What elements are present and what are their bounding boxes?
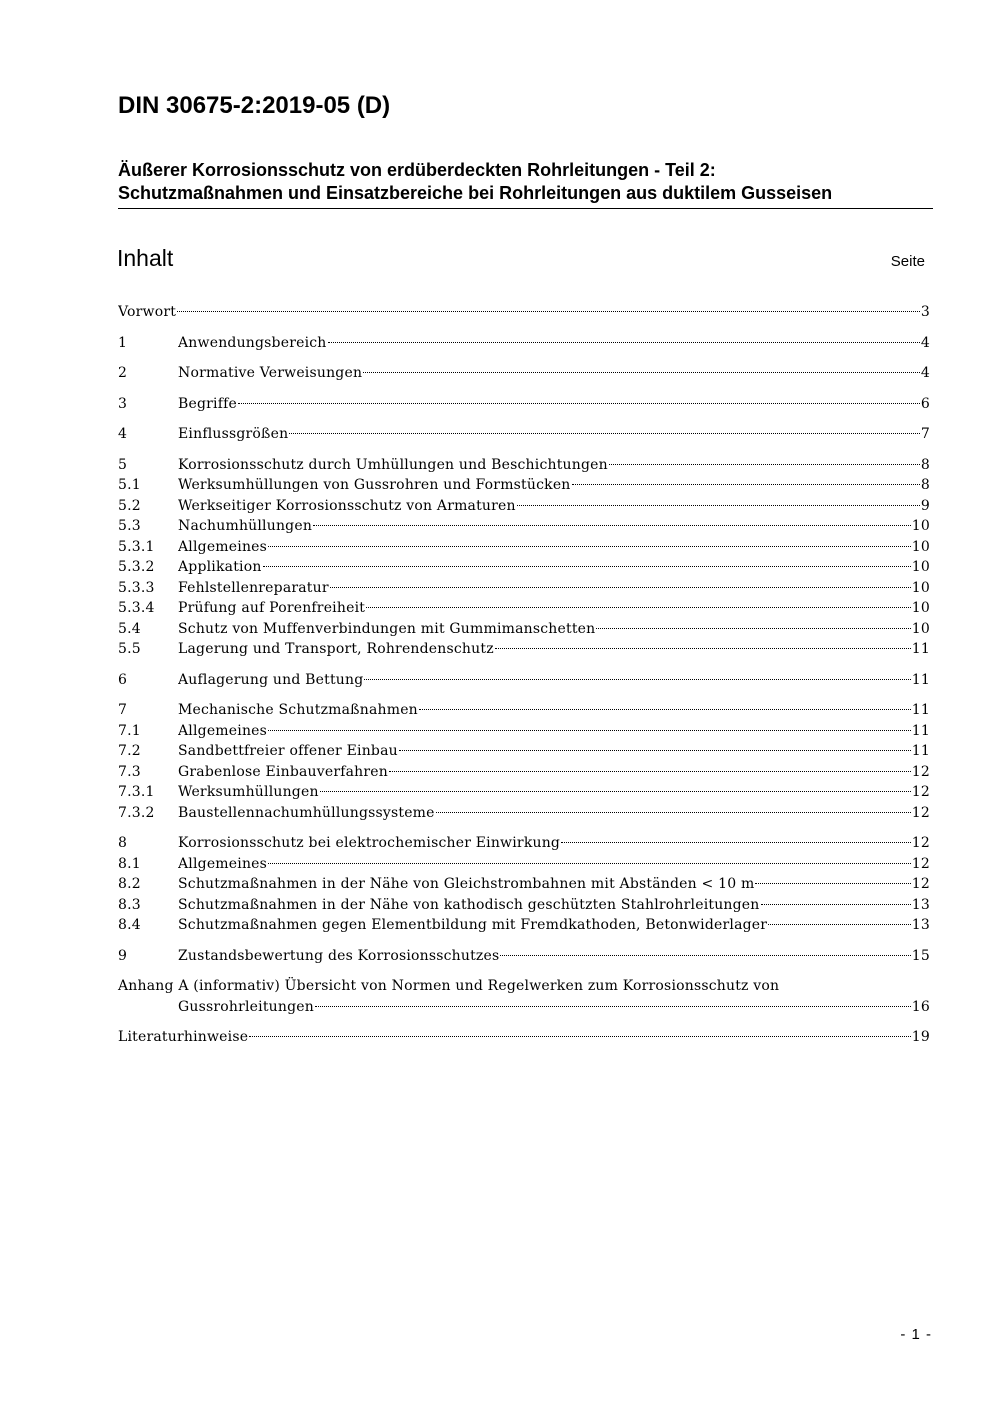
toc-entry-title: Literaturhinweise [118,1029,249,1045]
toc-dot-leader [238,403,920,404]
toc-entry-title: Prüfung auf Porenfreiheit [178,600,366,616]
toc-entry-number: 7.3 [118,763,141,780]
toc-entry-page: 12 [911,784,930,800]
toc-group [118,424,930,445]
toc-entry-title: Nachumhüllungen [178,518,313,534]
toc-dot-leader [609,464,920,465]
toc-entry[interactable] [118,803,930,824]
toc-entry-page: 10 [911,518,930,534]
toc-entry-title: Fehlstellenreparatur [178,579,329,596]
toc-dot-leader [572,484,920,485]
toc-entry[interactable] [118,741,930,762]
toc-group [118,394,930,415]
toc-dot-leader [755,883,910,884]
toc-entry-title: Lagerung und Transport, Rohrendenschutz [178,641,494,657]
toc-entry-page: 9 [920,497,930,514]
toc-group [118,670,930,691]
toc-entry-page: 3 [920,304,930,320]
toc-entry-number: 5 [118,456,128,473]
toc-dot-leader [596,628,910,629]
toc-entry-page: 12 [911,835,930,851]
toc-entry-number: 1 [118,334,128,351]
toc-entry-title: Schutz von Muffenverbindungen mit Gummimanschetten [178,620,596,637]
toc-entry-title: Allgemeines [178,855,268,872]
toc-entry-number: 3 [118,395,128,412]
toc-entry[interactable] [118,363,930,384]
toc-entry[interactable] [118,516,930,537]
toc-entry-page: 10 [911,579,930,596]
toc-entry-number: 8.2 [118,876,141,892]
toc-entry[interactable] [118,854,930,875]
toc-entry[interactable] [118,394,930,415]
toc-entry-number: 5.3.3 [118,579,155,596]
toc-entry-title: Normative Verweisungen [178,365,363,381]
toc-entry-number: 4 [118,426,128,442]
toc-entry-page: 11 [911,641,930,657]
toc-entry-page: 6 [920,395,930,412]
toc-entry-title: Allgemeines [178,538,268,555]
toc-entry-number: 5.4 [118,620,141,637]
toc-entry-number: 7.3.2 [118,804,155,821]
toc-entry[interactable] [118,639,930,660]
toc-entry-page: 8 [920,477,930,493]
toc-dot-leader [399,750,911,751]
toc-entry-number: 7 [118,702,128,718]
toc-entry-number: 5.3.4 [118,600,155,616]
toc-entry-page: 7 [920,426,930,442]
table-of-contents [118,302,930,1048]
toc-entry-page: 15 [911,947,930,964]
toc-entry-title: Applikation [178,559,262,575]
toc-entry[interactable] [118,557,930,578]
toc-entry-number: 8.3 [118,896,141,913]
toc-entry-page: 12 [911,876,930,892]
toc-entry-title: Sandbettfreier offener Einbau [178,743,398,759]
toc-entry-title: Schutzmaßnahmen in der Nähe von kathodisch geschützten Stahlrohrleitungen [178,896,760,913]
toc-entry[interactable] [118,496,930,517]
toc-entry-number: 7.3.1 [118,784,155,800]
document-title-line: Äußerer Korrosionsschutz von erdüberdeckten Rohrleitungen - Teil 2: [118,160,716,180]
toc-entry[interactable] [118,475,930,496]
toc-entry-page: 13 [911,896,930,913]
toc-entry[interactable] [118,424,930,445]
toc-group [118,946,930,967]
toc-entry-title: Schutzmaßnahmen in der Nähe von Gleichstrombahnen mit Abständen < 10 m [178,876,755,892]
toc-entry-number: 5.2 [118,497,141,514]
toc-dot-leader [268,546,911,547]
toc-annex-title-line: Anhang A (informativ) Übersicht von Normen und Regelwerken zum Korrosionsschutz von [118,978,780,994]
toc-bibliography-entry[interactable] [118,1027,930,1048]
toc-heading: Inhalt [117,245,174,271]
toc-dot-leader [315,1006,911,1007]
toc-entry-number: 8.4 [118,917,141,933]
toc-dot-leader [364,679,910,680]
document-id: DIN 30675-2:2019-05 (D) [118,92,391,119]
toc-page-column-label: Seite [890,253,925,270]
document-title-line: Schutzmaßnahmen und Einsatzbereiche bei Rohrleitungen aus duktilem Gusseisen [118,183,833,203]
toc-dot-leader [363,372,920,373]
toc-entry-title: Korrosionsschutz bei elektrochemischer Einwirkung [178,835,561,851]
toc-entry-title: Grabenlose Einbauverfahren [178,763,388,780]
toc-entry[interactable] [118,946,930,967]
toc-entry[interactable] [118,302,930,323]
toc-dot-leader [263,566,911,567]
toc-entry[interactable] [118,619,930,640]
toc-dot-leader [268,863,911,864]
toc-dot-leader [561,842,911,843]
toc-entry[interactable] [118,670,930,691]
toc-entry[interactable] [118,782,930,803]
toc-entry-title: Vorwort [118,304,177,320]
toc-entry-page: 11 [911,702,930,718]
toc-dot-leader [289,433,920,434]
toc-entry-title: Zustandsbewertung des Korrosionsschutzes [178,947,500,964]
toc-entry[interactable] [118,874,930,895]
toc-entry[interactable] [118,598,930,619]
toc-entry-number: 6 [118,671,128,688]
toc-entry-number: 7.2 [118,743,141,759]
toc-dot-leader [320,791,911,792]
toc-entry-title: Einflussgrößen [178,426,289,442]
toc-entry-title: Werkseitiger Korrosionsschutz von Armaturen [178,497,516,514]
toc-entry-page: 11 [911,671,930,688]
toc-entry-title: Schutzmaßnahmen gegen Elementbildung mit Fremdkathoden, Betonwiderlager [178,917,768,933]
toc-entry-page: 12 [911,763,930,780]
toc-entry-title: Werksumhüllungen [178,784,319,800]
toc-entry[interactable] [118,700,930,721]
toc-entry-title: Korrosionsschutz durch Umhüllungen und Beschichtungen [178,456,608,473]
toc-dot-leader [268,730,911,731]
toc-entry-page: 12 [911,804,930,821]
toc-entry-number: 8.1 [118,855,141,872]
toc-entry-page: 19 [911,1029,930,1045]
toc-entry-page: 11 [911,743,930,759]
toc-dot-leader [366,607,911,608]
toc-entry-page: 12 [911,855,930,872]
toc-group [118,302,930,323]
toc-entry-title: Begriffe [178,395,237,412]
toc-dot-leader [249,1036,911,1037]
toc-entry[interactable] [118,333,930,354]
toc-entry-title: Werksumhüllungen von Gussrohren und Formstücken [178,477,571,493]
toc-entry-title: Mechanische Schutzmaßnahmen [178,702,418,718]
toc-group [118,833,930,936]
toc-group [118,700,930,823]
toc-entry-page: 4 [920,334,930,351]
toc-entry-page: 10 [911,600,930,616]
toc-entry-number: 5.3 [118,518,141,534]
toc-dot-leader [177,311,920,312]
toc-group [118,333,930,354]
toc-dot-leader [761,904,911,905]
toc-entry-number: 9 [118,947,128,964]
toc-entry-title: Anwendungsbereich [178,334,327,351]
toc-entry-number: 5.1 [118,477,141,493]
toc-dot-leader [328,342,920,343]
toc-entry[interactable] [118,915,930,936]
page-number: - 1 - [900,1326,932,1343]
toc-entry-page: 16 [911,998,930,1015]
toc-entry-title: Auflagerung und Bettung [178,671,364,688]
toc-entry-number: 5.3.2 [118,559,155,575]
toc-entry[interactable] [118,578,930,599]
toc-entry[interactable] [118,721,930,742]
toc-entry[interactable] [118,455,930,476]
toc-entry-number: 5.3.1 [118,538,155,555]
toc-entry-title: Gussrohrleitungen [178,998,314,1015]
toc-dot-leader [500,955,910,956]
toc-entry-page: 4 [920,365,930,381]
toc-entry-page: 11 [911,722,930,739]
toc-entry-title: Baustellennachumhüllungssysteme [178,804,435,821]
toc-entry[interactable] [118,537,930,558]
toc-entry-title: Allgemeines [178,722,268,739]
toc-entry-page: 10 [911,538,930,555]
toc-dot-leader [768,924,911,925]
toc-entry-number: 5.5 [118,641,141,657]
toc-entry-number: 7.1 [118,722,141,739]
toc-group [118,363,930,384]
toc-dot-leader [517,505,920,506]
toc-entry-number: 8 [118,835,128,851]
toc-dot-leader [313,525,911,526]
toc-dot-leader [419,709,911,710]
toc-entry-page: 10 [911,620,930,637]
toc-entry-number: 2 [118,365,128,381]
toc-dot-leader [330,587,911,588]
toc-entry-page: 10 [911,559,930,575]
toc-annex-entry[interactable] [118,976,930,1017]
toc-group [118,455,930,660]
toc-entry-page: 13 [911,917,930,933]
toc-entry[interactable] [118,895,930,916]
toc-dot-leader [495,648,911,649]
toc-entry-page: 8 [920,456,930,473]
toc-entry[interactable] [118,762,930,783]
document-title [118,159,933,209]
toc-annex-continuation [118,997,930,1018]
toc-entry[interactable] [118,833,930,854]
toc-dot-leader [389,771,911,772]
toc-dot-leader [436,812,911,813]
